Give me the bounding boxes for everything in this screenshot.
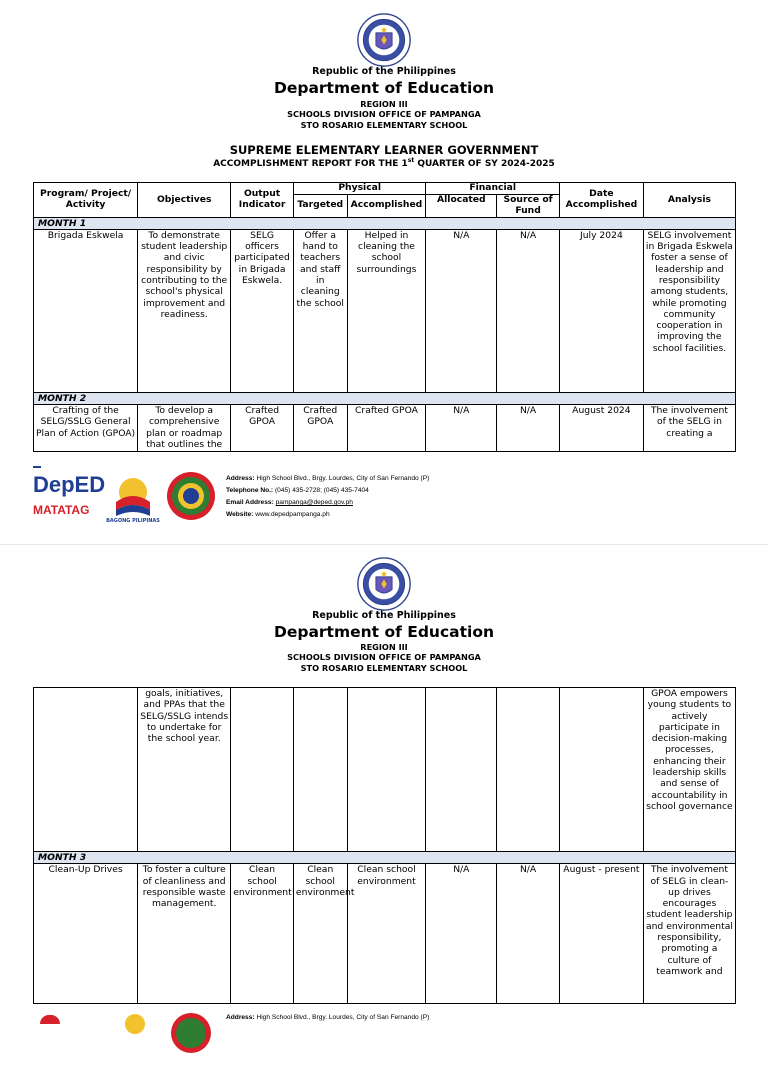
website-line bbox=[226, 509, 429, 521]
deped-logo-icon bbox=[40, 1015, 60, 1024]
bagong-pilipinas-logo-icon bbox=[110, 1010, 160, 1024]
region-text: REGION III bbox=[360, 642, 408, 652]
division-text: SCHOOLS DIVISION OFFICE OF PAMPANGA bbox=[287, 108, 481, 119]
republic-text: Republic of the Philippines bbox=[312, 610, 456, 621]
header-program: Program/ Project/ Activity bbox=[34, 183, 138, 218]
report-title: SUPREME ELEMENTARY LEARNER GOVERNMENT bbox=[229, 143, 539, 157]
cell-objectives: To develop a comprehensive plan or roadmap that outlines the bbox=[138, 405, 231, 452]
school-text: STO ROSARIO ELEMENTARY SCHOOL bbox=[300, 662, 468, 673]
month-row bbox=[34, 852, 736, 864]
cell-date: August 2024 bbox=[559, 405, 643, 452]
division-seal-icon bbox=[170, 1012, 212, 1024]
cell-targeted bbox=[293, 688, 347, 852]
department-title: Department of Education bbox=[273, 79, 495, 97]
cell-program: Crafting of the SELG/SSLG General Plan of Action (GPOA) bbox=[34, 405, 138, 452]
cell-objectives: goals, initiatives, and PPAs that the SELG/SSLG intends to undertake for the school year. bbox=[138, 688, 231, 852]
cell-source bbox=[497, 688, 560, 852]
header-date: Date Accomplished bbox=[559, 183, 643, 218]
website-link[interactable]: www.depedpampanga.ph bbox=[255, 511, 330, 518]
table-row bbox=[34, 688, 736, 852]
telephone-label: Telephone No.: bbox=[226, 487, 274, 494]
accomplishment-table-page1 bbox=[33, 182, 736, 452]
header-accomplished: Accomplished bbox=[347, 194, 426, 217]
cell-output: Clean school environment bbox=[231, 864, 294, 1004]
telephone-value: (045) 435-2728; (045) 435-7404 bbox=[274, 487, 369, 494]
cell-program bbox=[34, 688, 138, 852]
deped-seal-icon bbox=[357, 13, 411, 67]
accomplishment-table-page2 bbox=[33, 687, 736, 1004]
subtitle-pre: ACCOMPLISHMENT REPORT FOR THE 1 bbox=[213, 159, 408, 169]
header-output: Output Indicator bbox=[231, 183, 294, 218]
cell-targeted: Offer a hand to teachers and staff in cleaning the school bbox=[293, 229, 347, 392]
cell-date: July 2024 bbox=[559, 229, 643, 392]
cell-program: Clean-Up Drives bbox=[34, 864, 138, 1004]
cell-allocated: N/A bbox=[426, 229, 497, 392]
cell-source: N/A bbox=[497, 864, 560, 1004]
month-label: MONTH 2 bbox=[34, 392, 736, 404]
cell-accomplished bbox=[347, 688, 426, 852]
header-source: Source of Fund bbox=[497, 194, 560, 217]
letterhead-footer-partial bbox=[0, 1010, 768, 1070]
header-allocated: Allocated bbox=[426, 194, 497, 217]
letterhead-footer bbox=[0, 464, 768, 524]
table-row bbox=[34, 405, 736, 452]
report-subtitle bbox=[0, 157, 768, 169]
cell-analysis: The involvement of SELG in clean-up drives encourages student leadership and environmental responsibility, promoting a culture of teamwork and bbox=[643, 864, 735, 1004]
cell-accomplished: Crafted GPOA bbox=[347, 405, 426, 452]
header-targeted: Targeted bbox=[293, 194, 347, 217]
table-row bbox=[34, 229, 736, 392]
cell-allocated: N/A bbox=[426, 405, 497, 452]
month-row bbox=[34, 392, 736, 404]
division-seal-icon bbox=[166, 471, 216, 521]
address-label: Address: bbox=[226, 475, 255, 482]
bagong-pilipinas-text: BAGONG PILIPINAS bbox=[106, 518, 160, 524]
deped-logo: DepED bbox=[33, 472, 106, 497]
table-row bbox=[34, 864, 736, 1004]
cell-output bbox=[231, 688, 294, 852]
email-link[interactable]: pampanga@deped.gov.ph bbox=[275, 499, 353, 506]
address-block bbox=[226, 473, 429, 521]
cell-date: August - present bbox=[559, 864, 643, 1004]
cell-source: N/A bbox=[497, 229, 560, 392]
page-2 bbox=[0, 544, 768, 1024]
header-physical: Physical bbox=[293, 183, 426, 195]
division-text: SCHOOLS DIVISION OFFICE OF PAMPANGA bbox=[287, 651, 481, 662]
subtitle-post: QUARTER OF SY 2024-2025 bbox=[414, 159, 555, 169]
region-text: REGION III bbox=[360, 99, 408, 109]
cell-allocated bbox=[426, 688, 497, 852]
subtitle-sup: st bbox=[407, 157, 415, 164]
address-label: Address: bbox=[226, 1014, 255, 1021]
cell-date bbox=[559, 688, 643, 852]
cell-output: Crafted GPOA bbox=[231, 405, 294, 452]
month-label: MONTH 3 bbox=[34, 852, 736, 864]
address-line bbox=[226, 473, 429, 485]
month-row bbox=[34, 217, 736, 229]
website-label: Website: bbox=[226, 511, 254, 518]
address-line bbox=[226, 1012, 429, 1024]
address-value: High School Blvd., Brgy. Lourdes, City of San Fernando (P) bbox=[256, 1014, 430, 1021]
cell-targeted: Crafted GPOA bbox=[293, 405, 347, 452]
cell-program: Brigada Eskwela bbox=[34, 229, 138, 392]
cell-analysis: GPOA empowers young students to actively participate in decision-making processes, enhancing their leadership skills and sense of accountability in school governance bbox=[643, 688, 735, 852]
matatag-logo: MATATAG bbox=[33, 503, 90, 517]
cell-objectives: To demonstrate student leadership and civic responsibility by contributing to the school's physical improvement and readiness. bbox=[138, 229, 231, 392]
cell-analysis: The involvement of the SELG in creating a bbox=[643, 405, 735, 452]
cell-analysis: SELG involvement in Brigada Eskwela foster a sense of leadership and responsibility among students, while promoting community cooperation in improving the school facilities. bbox=[643, 229, 735, 392]
department-title: Department of Education bbox=[273, 623, 495, 641]
email-label: Email Address: bbox=[226, 499, 274, 506]
republic-text: Republic of the Philippines bbox=[312, 66, 456, 77]
telephone-line bbox=[226, 485, 429, 497]
cell-source: N/A bbox=[497, 405, 560, 452]
cell-allocated: N/A bbox=[426, 864, 497, 1004]
address-value: High School Blvd., Brgy. Lourdes, City of San Fernando (P) bbox=[256, 475, 430, 482]
cell-accomplished: Clean school environment bbox=[347, 864, 426, 1004]
month-label: MONTH 1 bbox=[34, 217, 736, 229]
deped-seal-icon bbox=[357, 557, 411, 611]
cell-output: SELG officers participated in Brigada Eskwela. bbox=[231, 229, 294, 392]
header-financial: Financial bbox=[426, 183, 560, 195]
cell-objectives: To foster a culture of cleanliness and responsible waste management. bbox=[138, 864, 231, 1004]
cell-targeted: Clean school environment bbox=[293, 864, 347, 1004]
header-analysis: Analysis bbox=[643, 183, 735, 218]
deped-mark-icon bbox=[33, 466, 41, 468]
cell-accomplished: Helped in cleaning the school surroundings bbox=[347, 229, 426, 392]
school-text: STO ROSARIO ELEMENTARY SCHOOL bbox=[300, 119, 468, 130]
header-objectives: Objectives bbox=[138, 183, 231, 218]
email-line bbox=[226, 497, 429, 509]
